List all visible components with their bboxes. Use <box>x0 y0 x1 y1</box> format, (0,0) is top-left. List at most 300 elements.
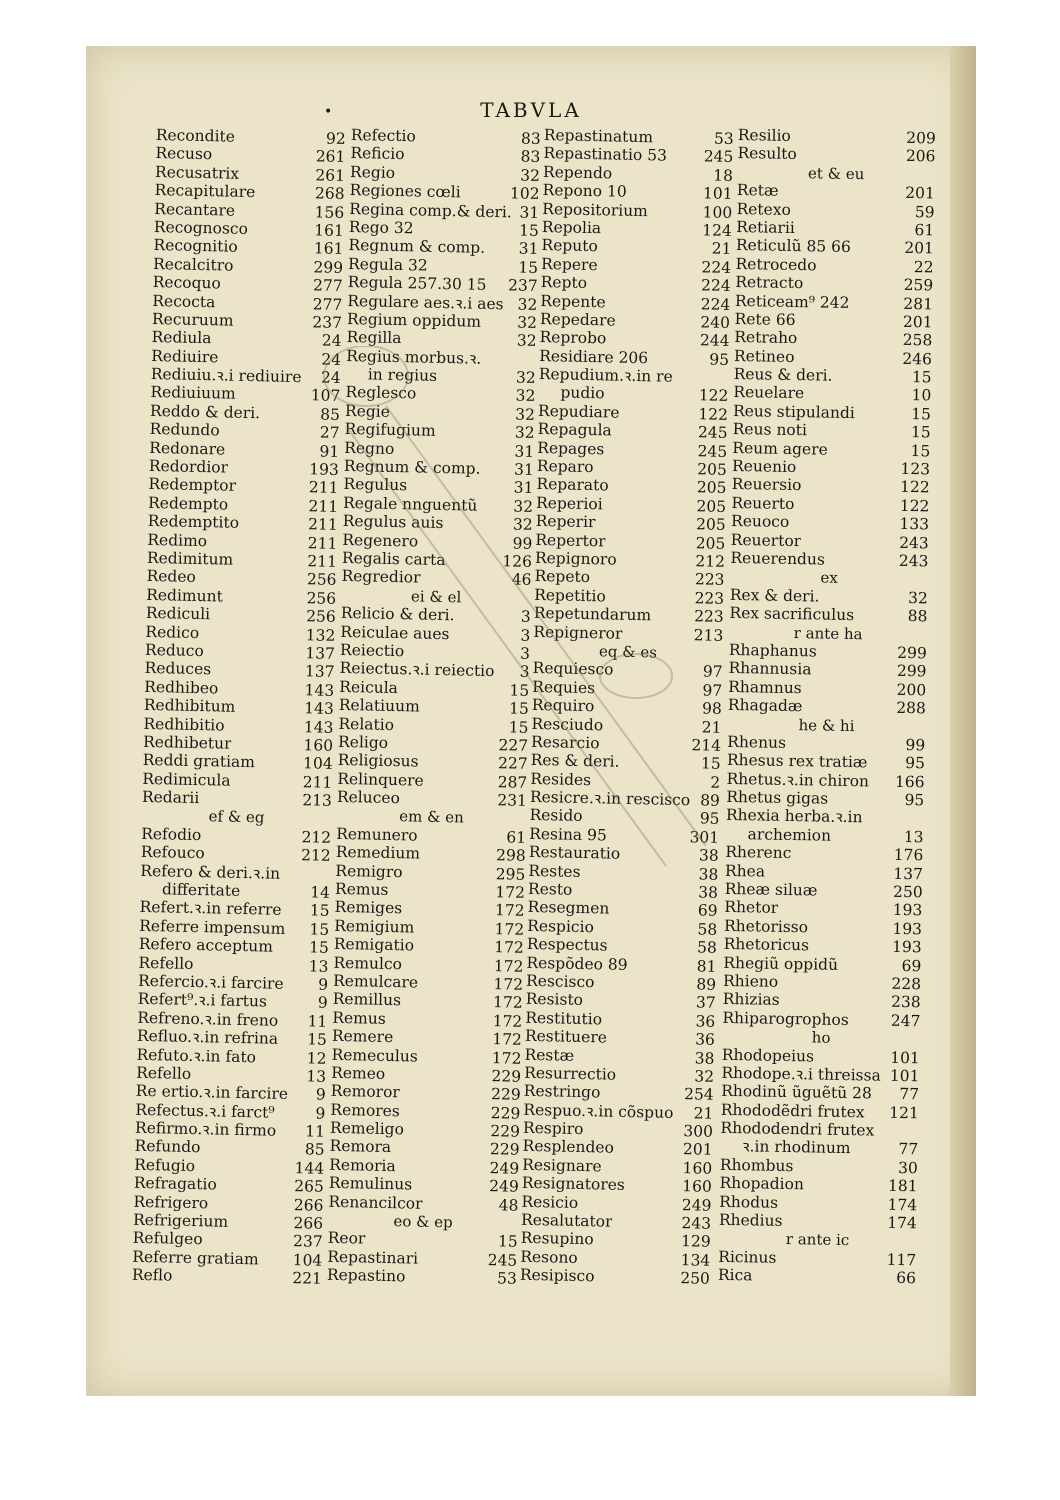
entry-term: Rhieno <box>722 971 779 991</box>
entry-term: Recapitulare <box>154 181 256 202</box>
index-entry <box>142 788 332 810</box>
entry-term: Reiectus.ꝛ.i reiectio <box>339 659 495 681</box>
entry-term: Refirmo.ꝛ.in firmo <box>134 1118 277 1140</box>
entry-term: Reddo & deri. <box>149 401 261 423</box>
entry-page-number: 9 <box>317 993 328 1013</box>
entry-term: Rherenc <box>725 843 792 863</box>
entry-term: Regale nnguentũ <box>342 493 478 515</box>
entry-term: Regulus auis <box>342 512 444 533</box>
entry-page-number: 172 <box>494 938 525 957</box>
entry-term: Refragatio <box>133 1174 217 1194</box>
entry-page-number: 101 <box>889 1066 920 1086</box>
entry-term: Rediuiu.ꝛ.i rediuire <box>150 365 302 387</box>
entry-page-number: 229 <box>490 1103 521 1123</box>
entry-page-number: 224 <box>700 276 731 296</box>
entry-term: Rediuire <box>151 346 219 367</box>
entry-page-number: 15 <box>700 754 721 774</box>
entry-page-number <box>920 810 924 828</box>
entry-term: Redhibitio <box>143 714 225 735</box>
entry-term: Remeligo <box>329 1118 405 1139</box>
entry-term: Relicio & deri. <box>340 604 455 625</box>
entry-term: Reperir <box>535 512 596 532</box>
entry-page-number: 32 <box>520 166 541 185</box>
entry-page-number: 277 <box>312 294 343 314</box>
entry-term: Recognosco <box>153 217 249 238</box>
entry-page-number: 176 <box>893 846 924 865</box>
entry-page-number: 161 <box>314 221 345 240</box>
entry-term: Rhodus <box>719 1192 779 1212</box>
entry-page-number: 266 <box>293 1214 324 1233</box>
entry-term: Relatio <box>338 714 395 734</box>
entry-page-number: 201 <box>902 312 933 332</box>
entry-term: Remedium <box>335 843 421 863</box>
entry-term: Redimo <box>147 530 208 550</box>
entry-term: Repudiare <box>537 401 620 422</box>
entry-page-number: 32 <box>516 313 538 332</box>
entry-term: Reiculae aues <box>340 622 450 643</box>
entry-term: Refodio <box>140 824 202 844</box>
entry-term: Remores <box>330 1100 400 1120</box>
entry-term: Remere <box>331 1026 394 1047</box>
entry-page-number: 15 <box>911 404 932 424</box>
entry-page-number: 261 <box>315 166 346 185</box>
entry-term: Resto <box>527 879 573 899</box>
entry-page-number: 10 <box>911 386 932 405</box>
entry-term: Recondite <box>155 126 236 146</box>
entry-page-number: 129 <box>680 1232 711 1252</box>
index-column-1 <box>132 126 346 1288</box>
index-entry <box>728 696 926 718</box>
entry-term: Remus <box>332 1008 386 1028</box>
entry-page-number: 172 <box>492 1030 523 1049</box>
section-heading: eo & ep <box>393 1212 453 1232</box>
entry-term: Regifugium <box>344 420 436 441</box>
entry-page-number: 91 <box>319 442 340 461</box>
entry-term: Regnum & comp. <box>343 456 481 478</box>
entry-term: Repagula <box>537 420 612 440</box>
entry-page-number: 83 <box>520 129 541 148</box>
entry-page-number: 205 <box>696 497 727 516</box>
entry-term: Retexo <box>736 199 792 219</box>
entry-page-number: 124 <box>702 221 733 240</box>
entry-page-number: 245 <box>487 1250 518 1270</box>
entry-page-number: 243 <box>898 551 929 571</box>
entry-page-number: 258 <box>902 331 933 350</box>
entry-term: Remigatio <box>333 935 415 955</box>
entry-page-number: 15 <box>497 1232 518 1252</box>
entry-term: Repastinari <box>327 1247 419 1268</box>
entry-page-number: 172 <box>495 883 526 902</box>
entry-page-number: 18 <box>713 166 734 185</box>
entry-page-number: 15 <box>309 920 330 939</box>
entry-page-number: 181 <box>887 1177 918 1196</box>
entry-term: Reuersio <box>731 475 802 495</box>
entry-page-number: 53 <box>713 129 734 148</box>
entry-page-number: 201 <box>905 184 936 203</box>
entry-page-number <box>914 1122 918 1140</box>
entry-page-number: 160 <box>303 736 334 755</box>
entry-term: Restes <box>528 861 581 881</box>
entry-term: Religo <box>337 732 389 752</box>
entry-term: Rete 66 <box>734 309 796 329</box>
entry-term: Rhexia herba.ꝛ.in <box>725 806 863 827</box>
entry-term: Resalutator <box>520 1210 613 1231</box>
entry-page-number: 53 <box>496 1269 518 1288</box>
entry-term: Resignatores <box>521 1174 626 1195</box>
entry-page-number: 11 <box>305 1122 326 1141</box>
entry-page-number: 200 <box>896 680 927 700</box>
section-heading: r ante ic <box>785 1230 850 1250</box>
entry-term: Regnum & comp. <box>348 236 486 258</box>
entry-page-number: 15 <box>308 938 330 957</box>
entry-term: Retracto <box>735 273 804 293</box>
entry-term: Reuerendus <box>730 548 826 569</box>
entry-term: Repudium.ꝛ.in re <box>538 365 673 386</box>
section-heading: ei & el <box>410 587 462 607</box>
entry-page-number: 122 <box>899 478 930 497</box>
entry-term: Refert⁹.ꝛ.i fartus <box>137 990 268 1011</box>
entry-term: Reus noti <box>732 420 808 440</box>
entry-term: Remeo <box>330 1063 386 1083</box>
entry-term: Refello <box>135 1063 192 1083</box>
entry-term: Respicio <box>527 916 595 937</box>
entry-page-number: 77 <box>898 1140 919 1159</box>
entry-page-number: 238 <box>890 993 921 1012</box>
entry-page-number: 265 <box>294 1177 325 1197</box>
entry-term: Rhombus <box>719 1155 794 1175</box>
entry-term: Reflo <box>131 1265 173 1285</box>
entry-term: Respectus <box>526 935 608 955</box>
entry-page-number: 172 <box>491 1048 522 1068</box>
section-heading: ho <box>811 1028 831 1047</box>
entry-term: Redeo <box>146 567 197 587</box>
entry-page-number: 24 <box>321 331 342 351</box>
entry-page-number: 24 <box>320 368 341 388</box>
entry-term: Remillus <box>332 990 402 1010</box>
entry-page-number: 31 <box>514 442 535 461</box>
entry-page-number: 15 <box>518 258 539 277</box>
entry-term: Refert.ꝛ.in referre <box>139 898 282 920</box>
entry-term: Repertor <box>535 530 606 550</box>
entry-page-number: 261 <box>315 147 346 167</box>
entry-page-number: 160 <box>682 1159 713 1178</box>
entry-term: Repastino <box>326 1265 406 1286</box>
entry-term: Repastinatio 53 <box>543 144 668 165</box>
entry-page-number: 122 <box>899 496 930 516</box>
entry-term: Rhetor <box>724 898 779 918</box>
entry-term: Rhaphanus <box>728 640 817 661</box>
entry-page-number: 193 <box>892 919 923 939</box>
entry-term: Repignoro <box>534 548 617 569</box>
entry-term: Reglesco <box>345 383 417 403</box>
entry-page-number: 81 <box>696 956 717 976</box>
entry-term: Recusatrix <box>154 162 240 183</box>
entry-term: Refreno.ꝛ.in freno <box>137 1008 279 1030</box>
entry-term: Regredior <box>341 567 421 587</box>
entry-page-number: 256 <box>305 607 336 627</box>
entry-page-number: 250 <box>680 1269 711 1288</box>
entry-term: Residiare 206 <box>539 346 649 367</box>
section-heading: r ante ha <box>793 623 863 643</box>
entry-page-number: 66 <box>896 1269 917 1288</box>
entry-term: Repositorium <box>542 199 649 220</box>
entry-page-number: 69 <box>697 901 718 921</box>
entry-page-number: 244 <box>699 331 730 351</box>
entry-term: Reticulũ 85 66 <box>735 236 851 257</box>
entry-page-number: 30 <box>897 1158 918 1178</box>
entry-term: Rhamnus <box>728 677 802 697</box>
entry-page-number: 32 <box>515 368 536 388</box>
entry-page-number: 36 <box>694 1030 716 1049</box>
section-heading: ef & eg <box>208 807 265 827</box>
entry-term: Rhedius <box>718 1210 783 1230</box>
entry-page-number: 121 <box>889 1103 919 1123</box>
entry-page-number: 3 <box>520 607 531 627</box>
entry-term: Rhetus gigas <box>726 787 829 808</box>
entry-page-number: 123 <box>900 459 931 479</box>
entry-page-number: 212 <box>695 552 726 571</box>
entry-term: Resono <box>520 1247 578 1267</box>
entry-term: Retæ <box>736 181 779 200</box>
entry-term: Redemptor <box>148 475 237 496</box>
entry-term: Resido <box>529 806 583 826</box>
entry-term: Reparato <box>536 475 609 495</box>
entry-page-number: 32 <box>515 386 536 406</box>
entry-term: Reuenio <box>731 456 797 477</box>
entry-page-number: 15 <box>509 681 530 700</box>
entry-term: Rhetus.ꝛ.in chiron <box>726 769 870 791</box>
index-entry <box>737 144 935 166</box>
entry-term: Regilla <box>346 328 402 348</box>
entry-term: Redico <box>145 622 200 642</box>
entry-page-number: 24 <box>321 350 342 369</box>
entry-page-number: 85 <box>320 405 341 424</box>
entry-page-number: 193 <box>891 938 922 957</box>
entry-page-number <box>532 351 536 369</box>
entry-page-number: 9 <box>315 1085 326 1105</box>
entry-term: Rheæ siluæ <box>724 879 818 900</box>
entry-term: Rediuiuum <box>150 383 236 404</box>
entry-term: Resplendeo <box>522 1137 615 1158</box>
entry-term: pudio <box>560 383 605 403</box>
ornament-dot: • <box>324 104 333 120</box>
entry-page-number: 11 <box>307 1012 328 1031</box>
entry-term: Regno <box>344 438 395 458</box>
entry-term: Refectio <box>350 126 416 146</box>
entry-term: Regina comp.& deri. <box>349 199 512 221</box>
entry-page-number: 32 <box>513 497 534 516</box>
entry-page-number: 31 <box>513 478 534 498</box>
entry-term: Refero & deri.ꝛ.in <box>140 861 281 883</box>
entry-page-number: 89 <box>699 791 721 810</box>
entry-term: Refercio.ꝛ.i farcire <box>137 971 284 993</box>
entry-page-number: 15 <box>306 1030 328 1049</box>
entry-term: Rhagadæ <box>727 696 803 716</box>
entry-page-number: 231 <box>497 791 528 810</box>
index-entry <box>132 1266 322 1288</box>
entry-term: Relinquere <box>337 769 424 790</box>
entry-page-number: 212 <box>301 828 332 847</box>
entry-page-number: 245 <box>697 423 728 443</box>
entry-page-number: 32 <box>516 331 537 351</box>
entry-term: Resilio <box>737 126 792 145</box>
entry-term: Rescisco <box>525 971 595 992</box>
entry-page-number: 245 <box>697 441 728 461</box>
entry-term: Refrigerium <box>132 1210 229 1231</box>
entry-page-number: 229 <box>490 1085 521 1105</box>
entry-term: Regio <box>349 162 396 182</box>
entry-term: Refouco <box>140 843 205 863</box>
entry-page-number: 95 <box>699 809 720 829</box>
entry-page-number: 250 <box>892 882 923 902</box>
entry-page-number: 237 <box>312 313 343 332</box>
entry-term: Refluo.ꝛ.in refrina <box>136 1026 279 1048</box>
entry-term: Rex sacrificulus <box>729 604 855 625</box>
entry-term: Regiones cœli <box>349 181 461 202</box>
entry-page-number: 287 <box>497 772 528 792</box>
entry-page-number: 122 <box>698 386 729 406</box>
entry-page-number: 299 <box>313 258 344 277</box>
entry-page-number: 298 <box>495 846 526 866</box>
entry-term: Remora <box>329 1137 392 1157</box>
entry-term: Repetitio <box>533 585 607 606</box>
entry-term: Regenero <box>342 530 419 551</box>
entry-page-number: 247 <box>890 1011 921 1031</box>
entry-term: Reduces <box>144 659 212 679</box>
entry-page-number: 21 <box>711 239 732 259</box>
entry-page-number: 13 <box>306 1067 327 1086</box>
entry-page-number: 31 <box>518 239 539 259</box>
entry-term: Resciudo <box>531 714 604 734</box>
entry-term: Ricinus <box>718 1247 777 1267</box>
entry-term: Reduco <box>144 640 204 661</box>
entry-term: Refero acceptum <box>138 935 274 956</box>
entry-term: Repages <box>537 438 605 458</box>
entry-term: Rhizias <box>722 990 780 1010</box>
entry-page-number: 224 <box>700 294 731 314</box>
entry-page-number: 249 <box>489 1159 520 1178</box>
entry-term: Refundo <box>134 1137 201 1157</box>
section-heading: he & hi <box>798 715 855 735</box>
entry-term: Restauratio <box>528 843 621 863</box>
entry-term: Rediculi <box>145 604 211 624</box>
entry-page-number: 144 <box>294 1159 325 1178</box>
entry-page-number: 229 <box>489 1140 520 1160</box>
entry-page-number: 143 <box>304 699 335 718</box>
entry-page-number: 227 <box>498 736 529 755</box>
entry-term: Rhodopeius <box>721 1045 815 1065</box>
entry-page-number: 117 <box>886 1250 917 1270</box>
entry-page-number: 224 <box>701 258 732 277</box>
entry-page-number: 201 <box>904 239 935 258</box>
entry-term: Recocta <box>152 291 216 311</box>
entry-term: Regulus <box>343 475 408 495</box>
entry-page-number: 61 <box>506 828 527 847</box>
entry-page-number: 223 <box>694 589 725 608</box>
entry-term: Restitutio <box>525 1008 603 1029</box>
entry-page-number: 243 <box>681 1214 712 1233</box>
entry-page-number: 277 <box>312 276 343 296</box>
entry-term: Regalis carta <box>341 548 446 570</box>
entry-page-number: 31 <box>519 203 540 222</box>
entry-term: Remeculus <box>331 1045 419 1066</box>
entry-page-number: 15 <box>309 901 330 921</box>
entry-page-number: 99 <box>905 735 926 755</box>
entry-page-number: 69 <box>901 956 922 975</box>
entry-term: Rhannusia <box>728 659 812 679</box>
entry-page-number: 12 <box>306 1048 327 1068</box>
entry-page-number: 32 <box>514 423 535 443</box>
entry-term: Requiro <box>531 695 595 716</box>
entry-page-number: 58 <box>696 938 718 957</box>
entry-term: Retineo <box>733 346 795 366</box>
entry-term: Resegmen <box>527 898 610 918</box>
entry-page-number: 249 <box>489 1177 520 1197</box>
entry-page-number: 211 <box>307 533 338 553</box>
entry-term: Rex & deri. <box>729 585 820 606</box>
entry-page-number: 32 <box>512 515 533 535</box>
entry-page-number <box>326 865 330 883</box>
entry-page-number: 61 <box>914 221 935 240</box>
entry-page-number: 22 <box>913 257 934 277</box>
entry-term: Remunero <box>335 824 418 845</box>
entry-term: Reuerto <box>731 493 795 513</box>
entry-term: Refugio <box>134 1155 196 1175</box>
entry-term: Redhibeo <box>144 677 219 698</box>
entry-page-number: 214 <box>691 736 722 755</box>
entry-page-number: 212 <box>300 846 331 866</box>
entry-term: Reputo <box>541 236 598 256</box>
entry-page-number: 101 <box>702 184 733 204</box>
entry-term: Regius morbus.ꝛ. <box>346 346 482 368</box>
entry-page-number: 88 <box>907 607 928 626</box>
entry-page-number: 288 <box>896 698 927 718</box>
entry-page-number: 211 <box>307 552 338 571</box>
entry-term: Rica <box>717 1266 753 1285</box>
entry-page-number: 89 <box>696 975 717 994</box>
entry-term: Reticeam⁹ 242 <box>734 291 850 312</box>
entry-page-number: 266 <box>293 1195 324 1215</box>
entry-term: Regula 32 <box>347 254 428 275</box>
entry-page-number: 213 <box>693 625 724 645</box>
entry-term: Repigneror <box>533 622 623 643</box>
entry-term: Recoquo <box>152 273 221 293</box>
entry-term: Renancilcor <box>328 1192 423 1213</box>
entry-term: Redarii <box>141 787 200 808</box>
entry-term: Respiro <box>522 1118 584 1139</box>
entry-page-number: 133 <box>899 515 930 534</box>
entry-page-number: 2 <box>710 773 721 792</box>
entry-term: Refrigero <box>133 1192 209 1212</box>
entry-page-number: 237 <box>507 276 538 296</box>
entry-term: Refello <box>138 953 194 973</box>
entry-page-number: 161 <box>313 239 344 259</box>
entry-page-number: 174 <box>887 1213 918 1233</box>
entry-term: Repente <box>540 291 606 311</box>
entry-page-number: 205 <box>695 533 726 553</box>
entry-page-number: 102 <box>509 184 540 204</box>
section-heading: em & en <box>399 807 464 827</box>
entry-term: Rhododẽdri frutex <box>720 1100 865 1122</box>
entry-term: Reuoco <box>730 512 790 532</box>
entry-term: Remus <box>334 879 389 899</box>
entry-term: Reiectio <box>339 640 405 661</box>
entry-term: Remulcare <box>332 971 419 992</box>
entry-page-number: 245 <box>703 147 734 167</box>
entry-term: Requies <box>532 677 596 697</box>
entry-page-number: 299 <box>896 662 927 681</box>
entry-term: Remulinus <box>328 1174 413 1194</box>
